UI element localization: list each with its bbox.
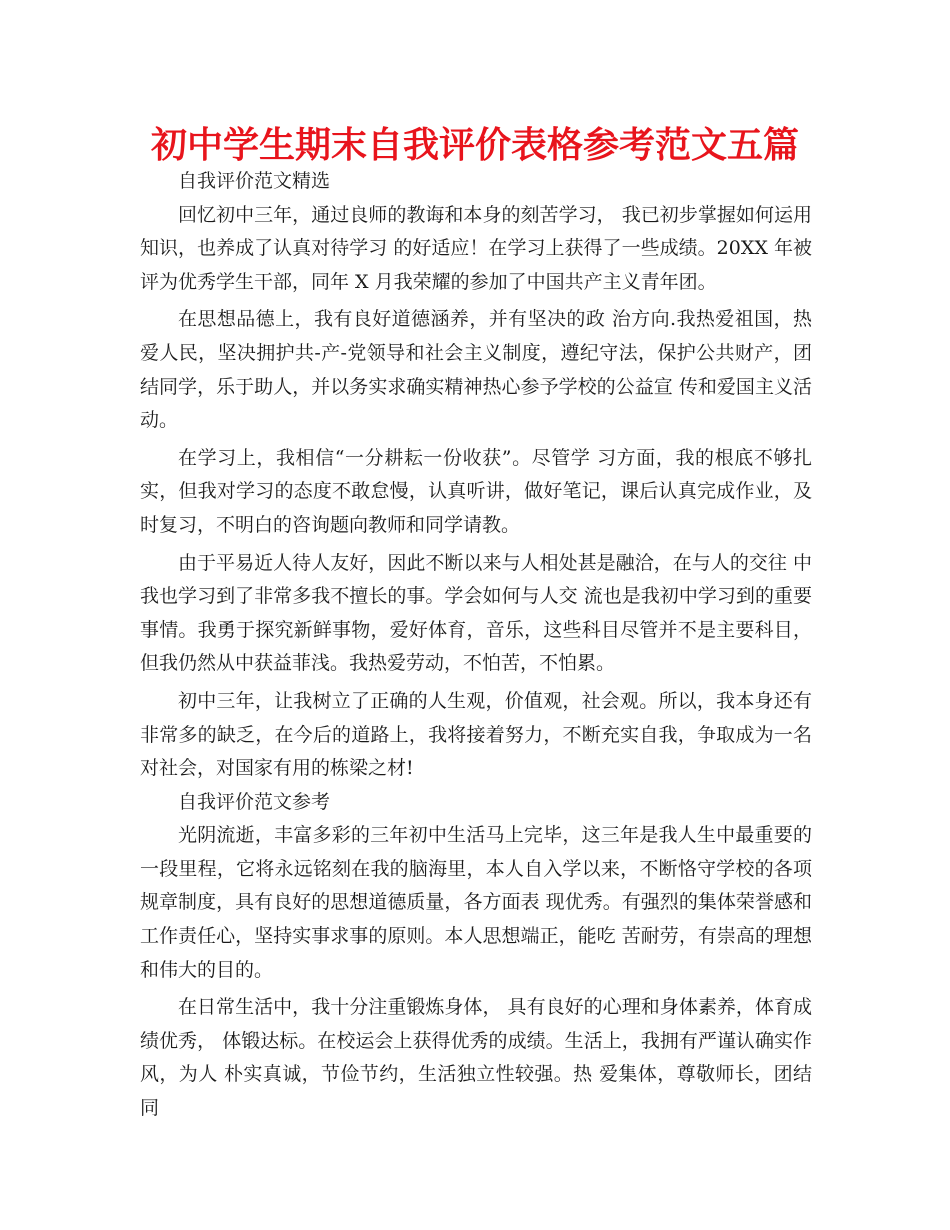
section-heading: 自我评价范文参考 — [178, 790, 331, 813]
paragraph: 回忆初中三年，通过良师的教诲和本身的刻苦学习， 我已初步掌握如何运用知识，也养成了认真对待学习 的好适应！在学习上获得了一些成绩。20XX 年被评为优秀学生干部，同年 X 月我荣耀的参加了中国共产主义青年团。 — [140, 203, 812, 293]
paragraph: 由于平易近人待人友好，因此不断以来与人相处甚是融洽，在与人的交往 中我也学习到了非常多我不擅长的事。学会如何与人交 流也是我初中学习到的重要事情。我勇于探究新鲜事物，爱好体育，音乐，这些科目尽管并不是主要科目，但我仍然从中获益菲浅。我热爱劳动，不怕苦，不怕累。 — [140, 551, 812, 675]
document-body — [140, 165, 812, 1126]
paragraph: 初中三年，让我树立了正确的人生观，价值观，社会观。所以，我本身还有非常多的缺乏，在今后的道路上，我将接着努力，不断充实自我，争取成为一名对社会，对国家有用的栋梁之材! — [140, 689, 812, 780]
paragraph: 在思想品德上，我有良好道德涵养，并有坚决的政 治方向.我热爱祖国，热爱人民，坚决拥护共-产-党领导和社会主义制度，遵纪守法，保护公共财产，团结同学，乐于助人，并以务实求确实精神热心参予学校的公益宣 传和爱国主义活动。 — [140, 308, 812, 432]
section-heading: 自我评价范文精选 — [178, 170, 331, 192]
paragraph: 光阴流逝，丰富多彩的三年初中生活马上完毕，这三年是我人生中最重要的一段里程，它将永远铭刻在我的脑海里，本人自入学以来，不断恪守学校的各项规章制度，具有良好的思想道德质量，各方面表 现优秀。有强烈的集体荣誉感和工作责任心，坚持实事求事的原则。本人思想端正，能吃 苦耐劳，有崇高的理想和伟大的目的。 — [140, 824, 812, 981]
paragraph: 在日常生活中，我十分注重锻炼身体， 具有良好的心理和身体素养，体育成绩优秀， 体锻达标。在校运会上获得优秀的成绩。生活上，我拥有严谨认确实作风，为人 朴实真诚，节俭节约，生活独立性较强。热 爱集体，尊敬师长，团结同 — [140, 996, 812, 1120]
paragraph: 在学习上，我相信“一分耕耘一份收获”。尽管学 习方面，我的根底不够扎实，但我对学习的态度不敢怠慢，认真听讲，做好笔记，课后认真完成作业，及时复习，不明白的咨询题向教师和同学请教。 — [140, 446, 812, 536]
document-title: 初中学生期末自我评价表格参考范文五篇 — [150, 125, 799, 166]
